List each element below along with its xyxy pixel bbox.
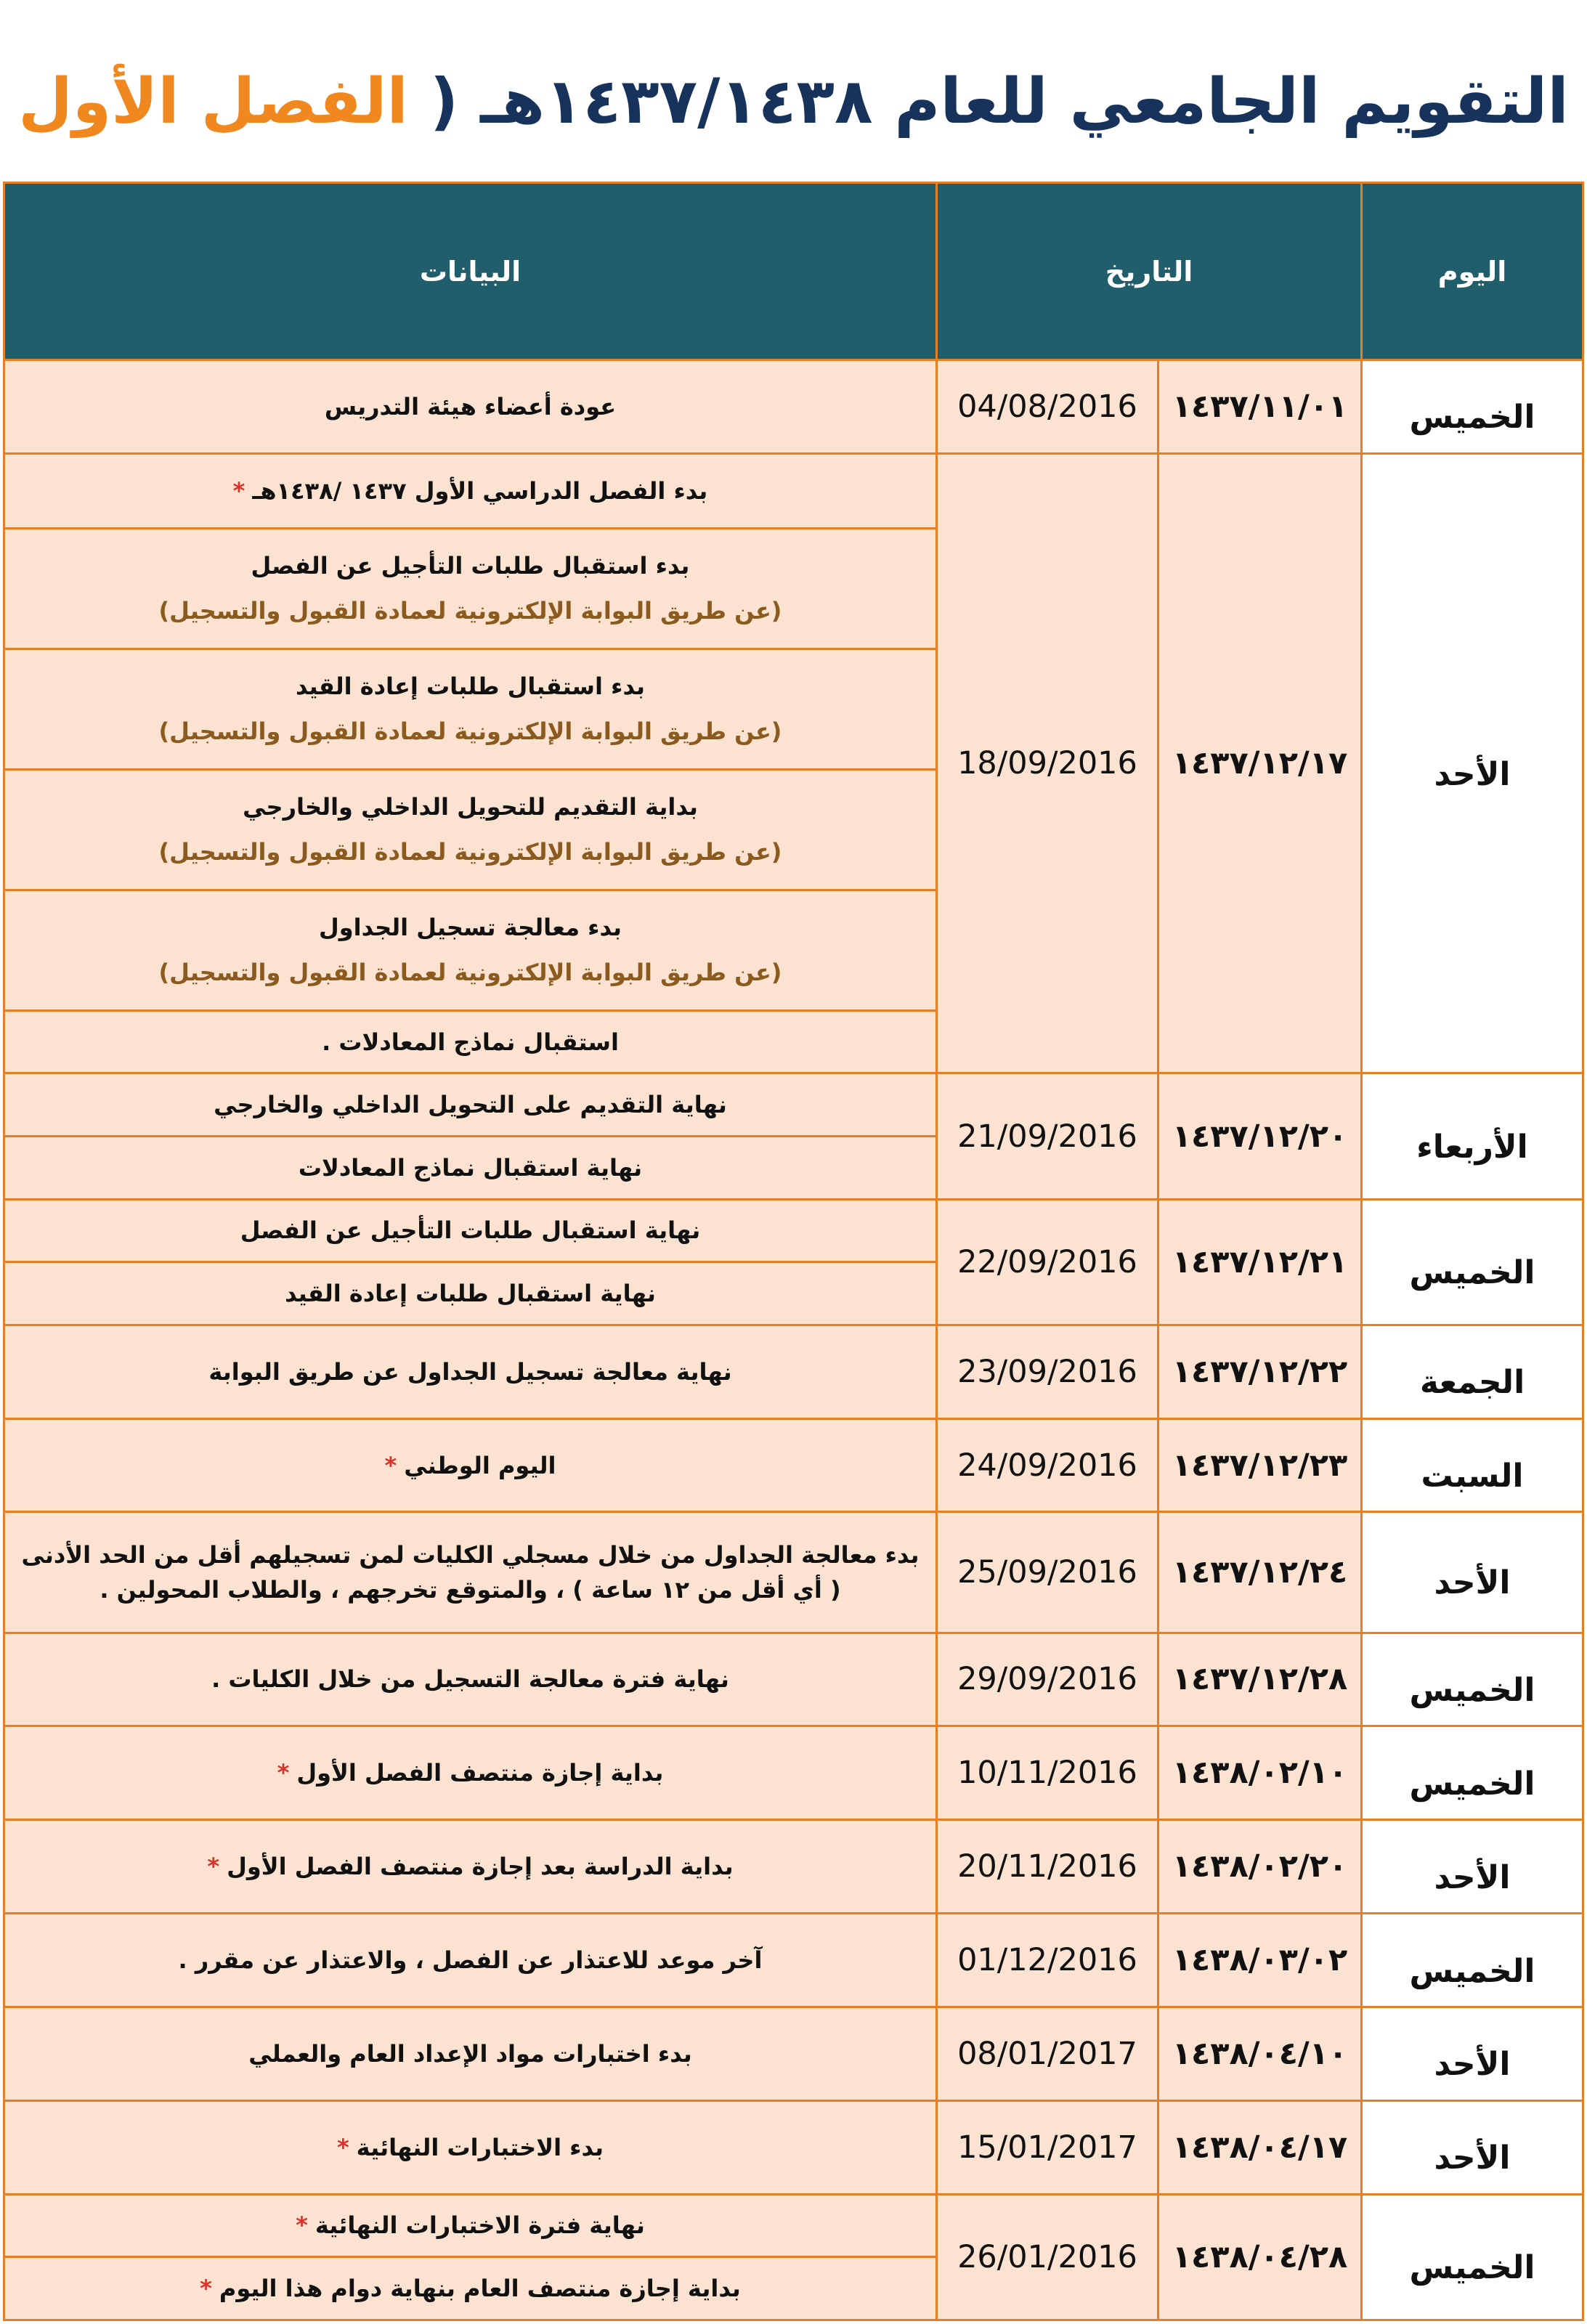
header-day: اليوم — [1362, 183, 1583, 360]
gregorian-date-cell: 24/09/2016 — [936, 1418, 1158, 1512]
event-text — [20, 2208, 921, 2243]
event-text — [20, 2036, 921, 2071]
gregorian-date-cell: 08/01/2017 — [936, 2007, 1158, 2100]
asterisk-mark: * — [296, 2211, 308, 2240]
event-label: بدء الفصل الدراسي الأول ١٤٣٧ /١٤٣٨هـ — [252, 476, 708, 505]
event-cell — [4, 1820, 937, 1914]
event-label: نهاية التقديم على التحويل الداخلي والخارجي — [214, 1091, 727, 1119]
event-label: بداية الدراسة بعد إجازة منتصف الفصل الأول — [227, 1853, 734, 1881]
day-cell: السبت — [1362, 1418, 1583, 1512]
table-row — [4, 2100, 1583, 2194]
event-portal-note: (عن طريق البوابة الإلكترونية لعمادة القبول والتسجيل) — [158, 959, 782, 987]
event-cell — [4, 1262, 937, 1325]
gregorian-date-cell: 10/11/2016 — [936, 1726, 1158, 1820]
event-label: بدء معالجة الجداول من خلال مسجلي الكليات لمن تسجيلهم أقل من الحد الأدنى — [21, 1540, 920, 1569]
event-cell — [4, 453, 937, 528]
gregorian-date-cell: 29/09/2016 — [936, 1633, 1158, 1726]
hijri-date-cell: ١٤٣٧/١٢/٢٣ — [1158, 1418, 1362, 1512]
event-text — [20, 669, 921, 704]
event-label: نهاية معالجة تسجيل الجداول عن طريق البوابة — [208, 1357, 732, 1386]
title-main: التقويم الجامعي للعام ١٤٣٧/١٤٣٨هـ ( — [407, 65, 1569, 138]
event-cell — [4, 2257, 937, 2320]
event-cell — [4, 1726, 937, 1820]
event-cell — [4, 1418, 937, 1512]
day-cell: الأحد — [1362, 453, 1583, 1073]
hijri-date-cell: ١٤٣٨/٠٢/١٠ — [1158, 1726, 1362, 1820]
event-cell — [4, 890, 937, 1010]
table-row — [4, 1418, 1583, 1512]
event-label: نهاية استقبال طلبات التأجيل عن الفصل — [240, 1216, 701, 1245]
event-text — [20, 1448, 921, 1483]
gregorian-date-cell: 15/01/2017 — [936, 2100, 1158, 2194]
event-cell — [4, 528, 937, 649]
gregorian-date-cell: 01/12/2016 — [936, 1914, 1158, 2007]
gregorian-date-cell: 21/09/2016 — [936, 1073, 1158, 1199]
table-header — [4, 183, 1583, 360]
gregorian-date-cell: 23/09/2016 — [936, 1325, 1158, 1418]
day-cell: الخميس — [1362, 1726, 1583, 1820]
table-row — [4, 1726, 1583, 1820]
header-date: التاريخ — [936, 183, 1361, 360]
event-cell — [4, 769, 937, 890]
table-row — [4, 2194, 1583, 2257]
event-cell — [4, 1010, 937, 1073]
event-portal-note: (عن طريق البوابة الإلكترونية لعمادة القبول والتسجيل) — [158, 597, 782, 625]
event-text — [20, 474, 921, 508]
hijri-date-cell: ١٤٣٧/١٢/١٧ — [1158, 453, 1362, 1073]
event-cell — [4, 360, 937, 454]
event-text — [20, 2130, 921, 2165]
hijri-date-cell: ١٤٣٨/٠٤/٢٨ — [1158, 2194, 1362, 2320]
hijri-date-cell: ١٤٣٧/١٢/٢٢ — [1158, 1325, 1362, 1418]
asterisk-mark: * — [200, 2275, 212, 2303]
event-text — [20, 2271, 921, 2306]
event-label: بدء اختبارات مواد الإعداد العام والعملي — [248, 2039, 692, 2068]
event-label: استقبال نماذج المعادلات . — [322, 1028, 619, 1056]
event-portal-note: (عن طريق البوابة الإلكترونية لعمادة القبول والتسجيل) — [158, 838, 782, 866]
table-row — [4, 1512, 1583, 1633]
event-label: عودة أعضاء هيئة التدريس — [324, 392, 617, 420]
event-text — [20, 1213, 921, 1248]
gregorian-date-cell: 18/09/2016 — [936, 453, 1158, 1073]
hijri-date-cell: ١٤٣٧/١٢/٢٠ — [1158, 1073, 1362, 1199]
header-events: البيانات — [4, 183, 937, 360]
event-label: بدء معالجة تسجيل الجداول — [318, 914, 622, 942]
day-cell: الجمعة — [1362, 1325, 1583, 1418]
gregorian-date-cell: 04/08/2016 — [936, 360, 1158, 454]
calendar-table — [3, 182, 1584, 2321]
event-cell — [4, 1073, 937, 1137]
page-title — [0, 44, 1587, 160]
table-row — [4, 360, 1583, 454]
hijri-date-cell: ١٤٣٧/١٢/٢١ — [1158, 1199, 1362, 1325]
table-row — [4, 1199, 1583, 1262]
event-text — [20, 789, 921, 824]
table-row — [4, 1914, 1583, 2007]
event-label: بدء الاختبارات النهائية — [356, 2133, 604, 2161]
event-cell — [4, 1914, 937, 2007]
event-label: نهاية فترة الاختبارات النهائية — [314, 2211, 645, 2240]
event-text — [20, 1849, 921, 1884]
asterisk-mark: * — [336, 2133, 349, 2161]
hijri-date-cell: ١٤٣٧/١١/٠١ — [1158, 360, 1362, 454]
event-text — [20, 1087, 921, 1122]
table-row — [4, 1633, 1583, 1726]
day-cell: الخميس — [1362, 1914, 1583, 2007]
event-text — [20, 1025, 921, 1060]
event-cell — [4, 2194, 937, 2257]
event-cell — [4, 1512, 937, 1633]
event-text — [20, 389, 921, 424]
event-cell — [4, 1633, 937, 1726]
event-text — [20, 1150, 921, 1185]
hijri-date-cell: ١٤٣٨/٠٤/١٧ — [1158, 2100, 1362, 2194]
hijri-date-cell: ١٤٣٨/٠٢/٢٠ — [1158, 1820, 1362, 1914]
day-cell: الخميس — [1362, 360, 1583, 454]
event-label: بداية إجازة منتصف العام بنهاية دوام هذا اليوم — [219, 2275, 741, 2303]
gregorian-date-cell: 22/09/2016 — [936, 1199, 1158, 1325]
day-cell: الأحد — [1362, 2007, 1583, 2100]
day-cell: الخميس — [1362, 1199, 1583, 1325]
event-text — [20, 1755, 921, 1790]
asterisk-mark: * — [232, 476, 245, 505]
event-label: بداية التقديم للتحويل الداخلي والخارجي — [243, 793, 698, 821]
event-portal-note: (عن طريق البوابة الإلكترونية لعمادة القبول والتسجيل) — [158, 718, 782, 746]
event-text — [20, 548, 921, 583]
day-cell: الخميس — [1362, 2194, 1583, 2320]
event-label: نهاية فترة معالجة التسجيل من خلال الكليات . — [211, 1665, 729, 1694]
event-text — [20, 1276, 921, 1311]
event-cell — [4, 1325, 937, 1418]
gregorian-date-cell: 20/11/2016 — [936, 1820, 1158, 1914]
event-text — [20, 1943, 921, 1978]
event-text-line2: ( أي أقل من ١٢ ساعة ) ، والمتوقع تخرجهم ، والطلاب المحولين . — [100, 1575, 841, 1604]
event-label: نهاية استقبال طلبات إعادة القيد — [285, 1279, 656, 1307]
asterisk-mark: * — [207, 1853, 220, 1881]
event-text — [20, 1662, 921, 1697]
asterisk-mark: * — [384, 1451, 397, 1479]
day-cell: الأحد — [1362, 1820, 1583, 1914]
hijri-date-cell: ١٤٣٧/١٢/٢٤ — [1158, 1512, 1362, 1633]
table-row — [4, 1820, 1583, 1914]
gregorian-date-cell: 25/09/2016 — [936, 1512, 1158, 1633]
table-row — [4, 1325, 1583, 1418]
gregorian-date-cell: 26/01/2016 — [936, 2194, 1158, 2320]
hijri-date-cell: ١٤٣٨/٠٣/٠٢ — [1158, 1914, 1362, 2007]
day-cell: الأحد — [1362, 1512, 1583, 1633]
table-row — [4, 2007, 1583, 2100]
event-label: بدء استقبال طلبات التأجيل عن الفصل — [251, 552, 690, 580]
event-label: بدء استقبال طلبات إعادة القيد — [296, 673, 645, 701]
event-label: بداية إجازة منتصف الفصل الأول — [296, 1759, 664, 1787]
event-cell — [4, 649, 937, 769]
event-text — [20, 1537, 921, 1572]
day-cell: الأربعاء — [1362, 1073, 1583, 1199]
event-label: آخر موعد للاعتذار عن الفصل ، والاعتذار عن مقرر . — [178, 1946, 763, 1975]
event-text — [20, 1354, 921, 1389]
table-body — [4, 360, 1583, 2320]
hijri-date-cell: ١٤٣٧/١٢/٢٨ — [1158, 1633, 1362, 1726]
asterisk-mark: * — [277, 1759, 290, 1787]
hijri-date-cell: ١٤٣٨/٠٤/١٠ — [1158, 2007, 1362, 2100]
event-text — [20, 910, 921, 945]
day-cell: الأحد — [1362, 2100, 1583, 2194]
event-cell — [4, 2007, 937, 2100]
event-label: نهاية استقبال نماذج المعادلات — [298, 1153, 643, 1182]
event-cell — [4, 2100, 937, 2194]
event-cell — [4, 1137, 937, 1200]
table-row — [4, 453, 1583, 528]
event-label: اليوم الوطني — [404, 1451, 556, 1479]
title-highlight: الفصل الأول — [18, 65, 408, 138]
event-cell — [4, 1199, 937, 1262]
day-cell: الخميس — [1362, 1633, 1583, 1726]
table-row — [4, 1073, 1583, 1137]
